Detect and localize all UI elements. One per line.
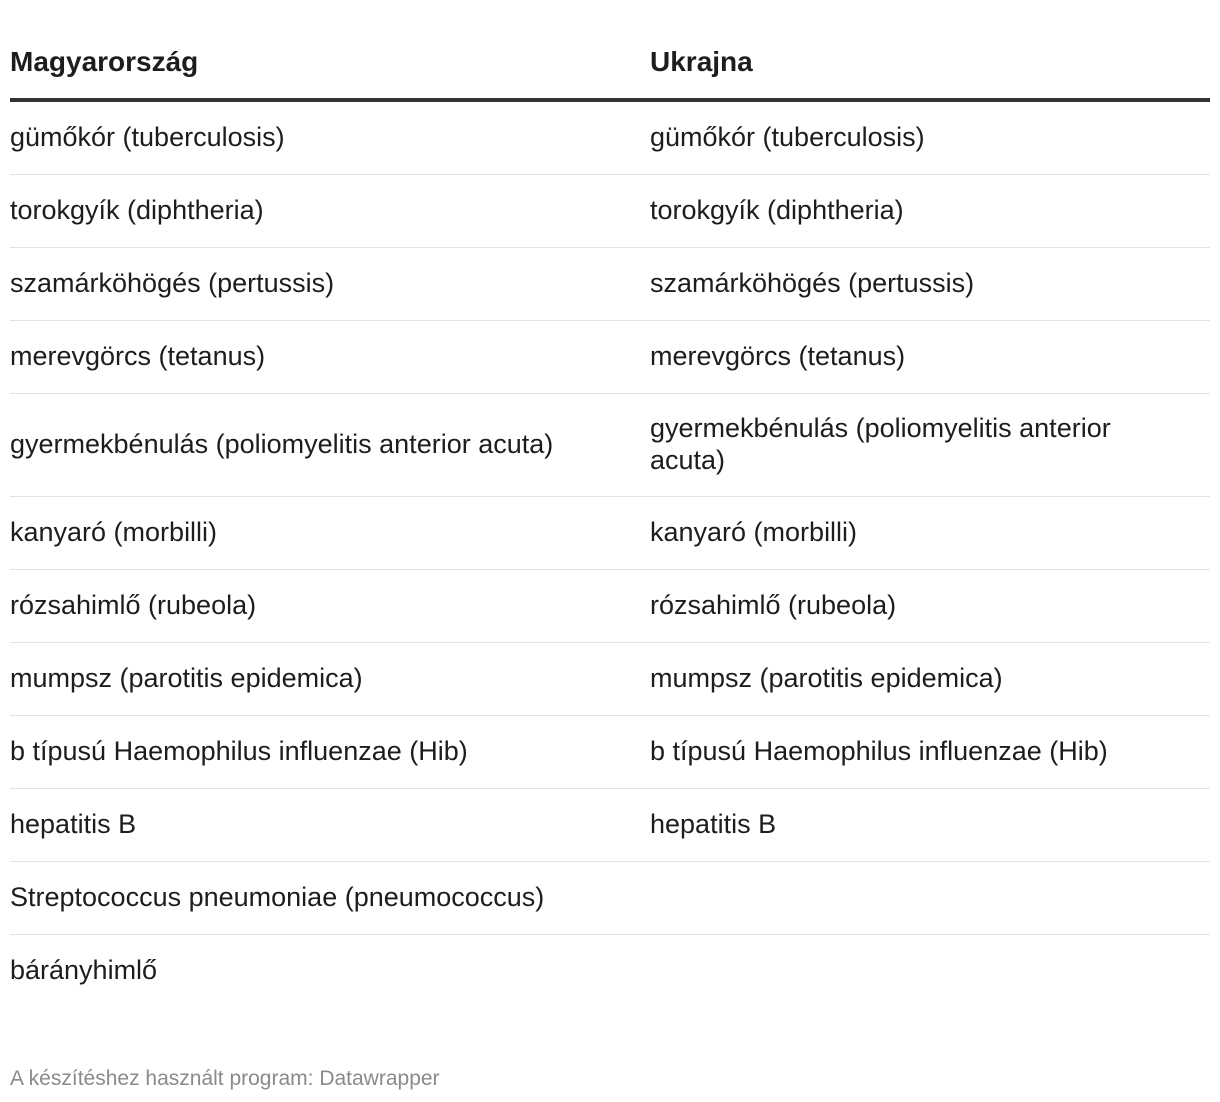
table-row xyxy=(10,935,1210,1008)
cell-hungary: merevgörcs (tetanus) xyxy=(10,321,650,394)
vaccination-comparison-table xyxy=(10,36,1210,1007)
cell-ukraine: kanyaró (morbilli) xyxy=(650,497,1210,570)
cell-ukraine: torokgyík (diphtheria) xyxy=(650,175,1210,248)
column-header-ukraine: Ukrajna xyxy=(650,36,1210,100)
table-row xyxy=(10,248,1210,321)
cell-ukraine: gümőkór (tuberculosis) xyxy=(650,100,1210,175)
cell-hungary: szamárköhögés (pertussis) xyxy=(10,248,650,321)
cell-ukraine: merevgörcs (tetanus) xyxy=(650,321,1210,394)
vaccination-table-container xyxy=(10,36,1210,1007)
cell-ukraine xyxy=(650,935,1210,1008)
header-row xyxy=(10,36,1210,100)
cell-hungary: Streptococcus pneumoniae (pneumococcus) xyxy=(10,862,650,935)
cell-hungary: kanyaró (morbilli) xyxy=(10,497,650,570)
column-header-hungary: Magyarország xyxy=(10,36,650,100)
cell-hungary: gyermekbénulás (poliomyelitis anterior acuta) xyxy=(10,394,650,497)
table-row xyxy=(10,716,1210,789)
cell-ukraine: szamárköhögés (pertussis) xyxy=(650,248,1210,321)
cell-hungary: rózsahimlő (rubeola) xyxy=(10,570,650,643)
cell-ukraine: gyermekbénulás (poliomyelitis anterior acuta) xyxy=(650,394,1210,497)
cell-hungary: bárányhimlő xyxy=(10,955,158,985)
cell-ukraine: rózsahimlő (rubeola) xyxy=(650,570,1210,643)
cell-ukraine xyxy=(650,862,1210,935)
cell-hungary: b típusú Haemophilus influenzae (Hib) xyxy=(10,716,650,789)
table-row xyxy=(10,100,1210,175)
cell-hungary: gümőkór (tuberculosis) xyxy=(10,100,650,175)
table-header xyxy=(10,36,1210,100)
cell-ukraine: b típusú Haemophilus influenzae (Hib) xyxy=(650,716,1210,789)
cell-hungary: torokgyík (diphtheria) xyxy=(10,175,650,248)
table-row xyxy=(10,570,1210,643)
datawrapper-credit: A készítéshez használt program: Datawrapper xyxy=(10,1067,440,1090)
table-row xyxy=(10,497,1210,570)
table-row xyxy=(10,643,1210,716)
table-body xyxy=(10,100,1210,1007)
table-row xyxy=(10,394,1210,497)
table-row xyxy=(10,321,1210,394)
cell-ukraine: mumpsz (parotitis epidemica) xyxy=(650,643,1210,716)
table-row xyxy=(10,862,1210,935)
table-row xyxy=(10,175,1210,248)
cell-hungary: mumpsz (parotitis epidemica) xyxy=(10,643,650,716)
cell-ukraine: hepatitis B xyxy=(650,789,1210,862)
cell-hungary: hepatitis B xyxy=(10,789,650,862)
table-row xyxy=(10,789,1210,862)
